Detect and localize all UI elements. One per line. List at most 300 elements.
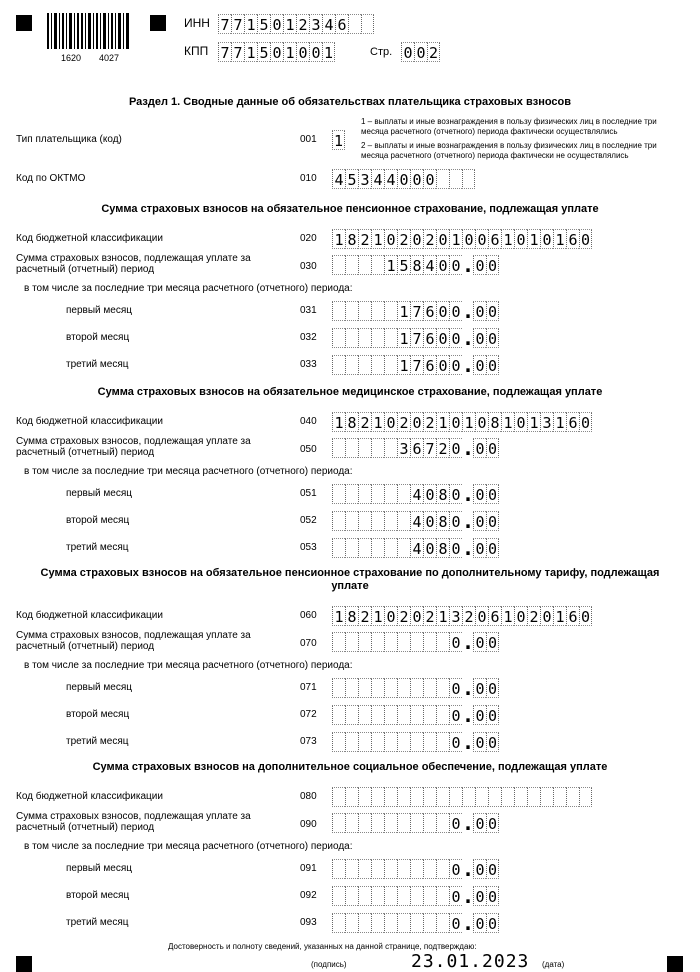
total-sum-field-digit-cell[interactable]: 4 [423, 255, 436, 275]
kbk-digit-cell[interactable]: 0 [410, 412, 423, 432]
month-sum-field-digit-cell[interactable] [345, 538, 358, 558]
kbk-digit-cell[interactable] [579, 787, 592, 807]
month-sum-field-digit-cell[interactable] [397, 913, 410, 933]
total-sum-field-digit-cell[interactable] [384, 632, 397, 652]
month-sum-field-digit-cell[interactable] [332, 859, 345, 879]
total-sum-field-digit-cell[interactable] [345, 632, 358, 652]
month-sum-field-decimal-cell[interactable]: 0 [473, 732, 486, 752]
month-sum-field-digit-cell[interactable] [384, 705, 397, 725]
total-sum-field-digit-cell[interactable]: 0 [436, 255, 449, 275]
kbk-digit-cell[interactable]: 0 [514, 229, 527, 249]
month-sum-field-digit-cell[interactable] [410, 913, 423, 933]
month-sum-field-digit-cell[interactable]: 0 [449, 678, 462, 698]
kbk-digit-cell[interactable]: 8 [488, 412, 501, 432]
total-sum-field-digit-cell[interactable]: 8 [410, 255, 423, 275]
total-sum-field-digit-cell[interactable] [358, 255, 371, 275]
kbk-digit-cell[interactable]: 1 [553, 606, 566, 626]
month-sum-field-digit-cell[interactable] [371, 913, 384, 933]
kpp-cell[interactable]: 5 [257, 42, 270, 62]
kbk-field[interactable] [332, 787, 592, 807]
kpp-cell[interactable]: 7 [231, 42, 244, 62]
kbk-digit-cell[interactable] [384, 787, 397, 807]
kbk-digit-cell[interactable] [488, 787, 501, 807]
kbk-digit-cell[interactable]: 6 [566, 412, 579, 432]
kbk-digit-cell[interactable]: 1 [462, 412, 475, 432]
total-sum-field[interactable] [332, 438, 499, 458]
month-sum-field-digit-cell[interactable] [345, 301, 358, 321]
month-sum-field-digit-cell[interactable] [384, 913, 397, 933]
inn-cell[interactable]: 3 [309, 14, 322, 34]
kpp-field[interactable] [218, 42, 335, 62]
month-sum-field-digit-cell[interactable] [332, 678, 345, 698]
month-sum-field-digit-cell[interactable] [332, 328, 345, 348]
month-sum-field[interactable] [332, 678, 499, 698]
month-sum-field-digit-cell[interactable] [410, 732, 423, 752]
total-sum-field-digit-cell[interactable]: 0 [449, 255, 462, 275]
total-sum-field-digit-cell[interactable] [345, 438, 358, 458]
kbk-digit-cell[interactable]: 0 [475, 412, 488, 432]
kbk-digit-cell[interactable]: 1 [332, 229, 345, 249]
month-sum-field-digit-cell[interactable] [423, 913, 436, 933]
month-sum-field-digit-cell[interactable]: 0 [449, 301, 462, 321]
inn-cell[interactable]: 6 [335, 14, 348, 34]
kbk-digit-cell[interactable]: 0 [449, 412, 462, 432]
month-sum-field-digit-cell[interactable]: 0 [449, 913, 462, 933]
month-sum-field-digit-cell[interactable] [397, 886, 410, 906]
total-sum-field-digit-cell[interactable] [397, 813, 410, 833]
kbk-digit-cell[interactable] [475, 787, 488, 807]
month-sum-field-digit-cell[interactable]: 0 [449, 859, 462, 879]
total-sum-field-digit-cell[interactable]: 7 [423, 438, 436, 458]
month-sum-field-digit-cell[interactable] [345, 511, 358, 531]
month-sum-field-digit-cell[interactable] [384, 538, 397, 558]
kbk-digit-cell[interactable]: 8 [345, 412, 358, 432]
month-sum-field-digit-cell[interactable] [358, 886, 371, 906]
month-sum-field-decimal-cell[interactable]: 0 [473, 913, 486, 933]
month-sum-field-digit-cell[interactable]: 4 [410, 484, 423, 504]
month-sum-field-digit-cell[interactable] [332, 538, 345, 558]
kbk-digit-cell[interactable]: 2 [397, 606, 410, 626]
kbk-digit-cell[interactable]: 1 [527, 229, 540, 249]
kbk-digit-cell[interactable]: 1 [436, 412, 449, 432]
month-sum-field[interactable] [332, 301, 499, 321]
kbk-digit-cell[interactable]: 6 [566, 229, 579, 249]
month-sum-field-digit-cell[interactable] [436, 678, 449, 698]
month-sum-field-decimal-cell[interactable]: 0 [473, 511, 486, 531]
kbk-digit-cell[interactable]: 0 [384, 606, 397, 626]
kbk-digit-cell[interactable]: 0 [580, 608, 591, 626]
month-sum-field-digit-cell[interactable] [345, 732, 358, 752]
oktmo-cell[interactable]: 5 [345, 169, 358, 189]
kbk-digit-cell[interactable]: 2 [397, 412, 410, 432]
kbk-digit-cell[interactable]: 3 [449, 606, 462, 626]
kbk-digit-cell[interactable] [371, 787, 384, 807]
oktmo-cell[interactable] [462, 169, 475, 189]
total-sum-field-digit-cell[interactable] [332, 438, 345, 458]
month-sum-field-digit-cell[interactable] [358, 484, 371, 504]
kbk-digit-cell[interactable]: 1 [449, 229, 462, 249]
month-sum-field-digit-cell[interactable] [397, 538, 410, 558]
month-sum-field-decimal-cell[interactable]: 0 [487, 915, 498, 933]
total-sum-field[interactable] [332, 632, 499, 652]
month-sum-field-digit-cell[interactable]: 0 [449, 328, 462, 348]
month-sum-field-digit-cell[interactable] [358, 301, 371, 321]
month-sum-field[interactable] [332, 705, 499, 725]
month-sum-field-digit-cell[interactable] [410, 859, 423, 879]
kbk-field[interactable] [332, 606, 592, 626]
month-sum-field-digit-cell[interactable] [332, 705, 345, 725]
inn-cell[interactable]: 1 [244, 14, 257, 34]
inn-cell[interactable]: 2 [296, 14, 309, 34]
kbk-digit-cell[interactable]: 1 [553, 412, 566, 432]
month-sum-field-digit-cell[interactable] [371, 732, 384, 752]
month-sum-field-digit-cell[interactable] [423, 678, 436, 698]
month-sum-field-digit-cell[interactable]: 0 [449, 484, 462, 504]
kbk-digit-cell[interactable]: 2 [358, 229, 371, 249]
month-sum-field-digit-cell[interactable] [371, 705, 384, 725]
total-sum-field-decimal-cell[interactable]: 0 [473, 813, 486, 833]
total-sum-field-digit-cell[interactable] [371, 632, 384, 652]
total-sum-field-digit-cell[interactable]: 6 [410, 438, 423, 458]
payer-type-cell[interactable]: 1 [333, 132, 344, 150]
month-sum-field-digit-cell[interactable]: 1 [397, 328, 410, 348]
kbk-digit-cell[interactable]: 6 [488, 229, 501, 249]
kpp-cell[interactable]: 0 [296, 42, 309, 62]
month-sum-field-digit-cell[interactable] [358, 328, 371, 348]
month-sum-field-digit-cell[interactable] [397, 678, 410, 698]
month-sum-field-digit-cell[interactable]: 6 [423, 355, 436, 375]
kbk-digit-cell[interactable]: 0 [580, 414, 591, 432]
month-sum-field-digit-cell[interactable] [345, 678, 358, 698]
month-sum-field-digit-cell[interactable] [384, 301, 397, 321]
month-sum-field-decimal-cell[interactable]: 0 [473, 355, 486, 375]
kbk-digit-cell[interactable]: 1 [436, 606, 449, 626]
kbk-digit-cell[interactable]: 0 [436, 229, 449, 249]
month-sum-field-digit-cell[interactable] [384, 328, 397, 348]
kbk-digit-cell[interactable] [423, 787, 436, 807]
kbk-digit-cell[interactable]: 0 [475, 229, 488, 249]
inn-cell[interactable]: 4 [322, 14, 335, 34]
month-sum-field-digit-cell[interactable] [358, 538, 371, 558]
month-sum-field-digit-cell[interactable] [358, 705, 371, 725]
month-sum-field-digit-cell[interactable] [332, 301, 345, 321]
month-sum-field-digit-cell[interactable] [345, 355, 358, 375]
total-sum-field-digit-cell[interactable] [332, 813, 345, 833]
month-sum-field-digit-cell[interactable] [423, 732, 436, 752]
month-sum-field-digit-cell[interactable] [410, 886, 423, 906]
total-sum-field-digit-cell[interactable]: 5 [397, 255, 410, 275]
total-sum-field-decimal-cell[interactable]: 0 [487, 634, 498, 652]
total-sum-field-digit-cell[interactable] [345, 813, 358, 833]
kbk-digit-cell[interactable]: 1 [371, 606, 384, 626]
kbk-digit-cell[interactable]: 1 [553, 229, 566, 249]
total-sum-field-digit-cell[interactable] [436, 632, 449, 652]
total-sum-field-digit-cell[interactable] [423, 632, 436, 652]
kbk-digit-cell[interactable] [449, 787, 462, 807]
kbk-field[interactable] [332, 412, 592, 432]
month-sum-field-digit-cell[interactable] [371, 484, 384, 504]
month-sum-field-digit-cell[interactable] [345, 913, 358, 933]
month-sum-field-digit-cell[interactable]: 0 [449, 732, 462, 752]
month-sum-field-digit-cell[interactable] [371, 301, 384, 321]
kbk-digit-cell[interactable]: 2 [423, 606, 436, 626]
total-sum-field-decimal-cell[interactable]: 0 [487, 257, 498, 275]
month-sum-field-digit-cell[interactable] [423, 705, 436, 725]
month-sum-field[interactable] [332, 732, 499, 752]
kbk-digit-cell[interactable]: 8 [345, 606, 358, 626]
month-sum-field-digit-cell[interactable]: 0 [423, 511, 436, 531]
inn-cell[interactable]: 1 [283, 14, 296, 34]
month-sum-field-digit-cell[interactable] [423, 859, 436, 879]
total-sum-field-digit-cell[interactable] [397, 632, 410, 652]
month-sum-field-digit-cell[interactable]: 7 [410, 328, 423, 348]
month-sum-field-digit-cell[interactable] [345, 328, 358, 348]
kbk-digit-cell[interactable]: 1 [371, 229, 384, 249]
month-sum-field-decimal-cell[interactable]: 0 [487, 540, 498, 558]
month-sum-field-decimal-cell[interactable]: 0 [487, 707, 498, 725]
month-sum-field-digit-cell[interactable]: 0 [449, 511, 462, 531]
total-sum-field-decimal-cell[interactable]: 0 [473, 632, 486, 652]
kbk-digit-cell[interactable]: 0 [410, 229, 423, 249]
payer-type-field[interactable] [332, 130, 345, 150]
month-sum-field-digit-cell[interactable] [384, 355, 397, 375]
month-sum-field-digit-cell[interactable] [358, 678, 371, 698]
total-sum-field-digit-cell[interactable] [410, 813, 423, 833]
month-sum-field-digit-cell[interactable] [384, 484, 397, 504]
month-sum-field-digit-cell[interactable]: 0 [423, 538, 436, 558]
kbk-digit-cell[interactable] [410, 787, 423, 807]
kbk-digit-cell[interactable]: 2 [462, 606, 475, 626]
month-sum-field-decimal-cell[interactable]: 0 [473, 678, 486, 698]
kpp-cell[interactable]: 0 [270, 42, 283, 62]
total-sum-field-digit-cell[interactable]: 0 [449, 438, 462, 458]
total-sum-field-digit-cell[interactable] [371, 438, 384, 458]
month-sum-field-digit-cell[interactable] [397, 732, 410, 752]
month-sum-field[interactable] [332, 859, 499, 879]
month-sum-field-digit-cell[interactable] [384, 886, 397, 906]
kbk-digit-cell[interactable]: 2 [527, 606, 540, 626]
kbk-digit-cell[interactable]: 0 [514, 412, 527, 432]
total-sum-field-digit-cell[interactable] [384, 813, 397, 833]
month-sum-field-digit-cell[interactable]: 8 [436, 484, 449, 504]
kbk-digit-cell[interactable] [462, 787, 475, 807]
month-sum-field-digit-cell[interactable] [332, 511, 345, 531]
total-sum-field[interactable] [332, 813, 499, 833]
page-number-field[interactable] [401, 42, 440, 62]
month-sum-field-digit-cell[interactable]: 0 [423, 484, 436, 504]
total-sum-field-digit-cell[interactable] [436, 813, 449, 833]
kbk-digit-cell[interactable]: 0 [540, 606, 553, 626]
month-sum-field-decimal-cell[interactable]: 0 [487, 734, 498, 752]
month-sum-field-decimal-cell[interactable]: 0 [473, 484, 486, 504]
month-sum-field-digit-cell[interactable] [410, 678, 423, 698]
month-sum-field-digit-cell[interactable] [332, 484, 345, 504]
oktmo-cell[interactable]: 0 [397, 169, 410, 189]
kbk-digit-cell[interactable] [436, 787, 449, 807]
kbk-digit-cell[interactable]: 3 [540, 412, 553, 432]
total-sum-field-digit-cell[interactable]: 0 [449, 632, 462, 652]
month-sum-field-decimal-cell[interactable]: 0 [487, 888, 498, 906]
month-sum-field[interactable] [332, 538, 499, 558]
month-sum-field-digit-cell[interactable]: 6 [423, 301, 436, 321]
page-cell[interactable]: 2 [428, 44, 439, 62]
month-sum-field-digit-cell[interactable] [358, 732, 371, 752]
month-sum-field-digit-cell[interactable]: 0 [449, 886, 462, 906]
month-sum-field-digit-cell[interactable] [345, 886, 358, 906]
month-sum-field-digit-cell[interactable]: 8 [436, 538, 449, 558]
month-sum-field-digit-cell[interactable] [397, 705, 410, 725]
month-sum-field-decimal-cell[interactable]: 0 [487, 680, 498, 698]
month-sum-field-digit-cell[interactable] [384, 859, 397, 879]
kbk-digit-cell[interactable]: 8 [345, 229, 358, 249]
month-sum-field-digit-cell[interactable] [397, 484, 410, 504]
kbk-digit-cell[interactable]: 2 [358, 412, 371, 432]
total-sum-field-digit-cell[interactable] [410, 632, 423, 652]
month-sum-field-decimal-cell[interactable]: 0 [487, 303, 498, 321]
total-sum-field-decimal-cell[interactable]: 0 [473, 255, 486, 275]
month-sum-field-digit-cell[interactable] [358, 859, 371, 879]
oktmo-cell[interactable]: 3 [358, 169, 371, 189]
kbk-digit-cell[interactable]: 0 [384, 229, 397, 249]
inn-cell[interactable] [348, 14, 361, 34]
inn-cell[interactable]: 5 [257, 14, 270, 34]
month-sum-field-digit-cell[interactable] [384, 511, 397, 531]
kbk-digit-cell[interactable]: 0 [540, 229, 553, 249]
total-sum-field-digit-cell[interactable] [345, 255, 358, 275]
kbk-digit-cell[interactable]: 1 [501, 412, 514, 432]
month-sum-field-decimal-cell[interactable]: 0 [487, 861, 498, 879]
total-sum-field-digit-cell[interactable] [332, 632, 345, 652]
kbk-digit-cell[interactable] [553, 787, 566, 807]
kbk-digit-cell[interactable]: 2 [423, 412, 436, 432]
total-sum-field-decimal-cell[interactable]: 0 [487, 440, 498, 458]
total-sum-field[interactable] [332, 255, 499, 275]
inn-cell[interactable]: 7 [218, 14, 231, 34]
month-sum-field-digit-cell[interactable] [332, 886, 345, 906]
total-sum-field-decimal-cell[interactable]: 0 [473, 438, 486, 458]
total-sum-field-digit-cell[interactable] [423, 813, 436, 833]
month-sum-field-digit-cell[interactable] [345, 859, 358, 879]
month-sum-field-decimal-cell[interactable]: 0 [487, 330, 498, 348]
kbk-digit-cell[interactable]: 0 [475, 606, 488, 626]
kbk-digit-cell[interactable] [540, 787, 553, 807]
total-sum-field-digit-cell[interactable] [358, 632, 371, 652]
month-sum-field-digit-cell[interactable] [371, 355, 384, 375]
month-sum-field-decimal-cell[interactable]: 0 [473, 886, 486, 906]
kpp-cell[interactable]: 1 [244, 42, 257, 62]
kbk-digit-cell[interactable]: 0 [514, 606, 527, 626]
total-sum-field-digit-cell[interactable] [358, 438, 371, 458]
date-value[interactable]: 23.01.2023 [411, 951, 530, 972]
kpp-cell[interactable]: 1 [323, 44, 334, 62]
oktmo-cell[interactable] [436, 169, 449, 189]
oktmo-cell[interactable]: 4 [371, 169, 384, 189]
kbk-digit-cell[interactable]: 0 [580, 231, 591, 249]
month-sum-field-digit-cell[interactable]: 8 [436, 511, 449, 531]
kbk-digit-cell[interactable] [514, 787, 527, 807]
month-sum-field-digit-cell[interactable] [371, 538, 384, 558]
month-sum-field-digit-cell[interactable] [371, 328, 384, 348]
month-sum-field-digit-cell[interactable] [436, 732, 449, 752]
oktmo-field[interactable] [332, 169, 475, 189]
month-sum-field-digit-cell[interactable] [332, 732, 345, 752]
oktmo-cell[interactable]: 0 [410, 169, 423, 189]
kbk-digit-cell[interactable] [566, 787, 579, 807]
kbk-digit-cell[interactable] [358, 787, 371, 807]
month-sum-field-digit-cell[interactable] [345, 484, 358, 504]
month-sum-field-digit-cell[interactable]: 7 [410, 355, 423, 375]
month-sum-field-digit-cell[interactable]: 1 [397, 301, 410, 321]
total-sum-field-digit-cell[interactable]: 0 [449, 813, 462, 833]
kbk-digit-cell[interactable]: 0 [410, 606, 423, 626]
month-sum-field-digit-cell[interactable] [436, 913, 449, 933]
kbk-digit-cell[interactable]: 1 [501, 229, 514, 249]
month-sum-field-digit-cell[interactable]: 0 [449, 538, 462, 558]
kbk-field[interactable] [332, 229, 592, 249]
kbk-digit-cell[interactable]: 1 [371, 412, 384, 432]
month-sum-field-decimal-cell[interactable]: 0 [473, 859, 486, 879]
month-sum-field-digit-cell[interactable] [397, 859, 410, 879]
month-sum-field-decimal-cell[interactable]: 0 [473, 538, 486, 558]
month-sum-field-digit-cell[interactable] [358, 913, 371, 933]
kbk-digit-cell[interactable]: 2 [423, 229, 436, 249]
month-sum-field-digit-cell[interactable]: 0 [436, 355, 449, 375]
total-sum-field-digit-cell[interactable] [371, 255, 384, 275]
month-sum-field[interactable] [332, 484, 499, 504]
total-sum-field-digit-cell[interactable] [358, 813, 371, 833]
month-sum-field-digit-cell[interactable]: 7 [410, 301, 423, 321]
month-sum-field-digit-cell[interactable] [436, 886, 449, 906]
kbk-digit-cell[interactable] [397, 787, 410, 807]
kbk-digit-cell[interactable]: 1 [527, 412, 540, 432]
month-sum-field-digit-cell[interactable]: 0 [436, 328, 449, 348]
month-sum-field-digit-cell[interactable]: 1 [397, 355, 410, 375]
month-sum-field[interactable] [332, 913, 499, 933]
kbk-digit-cell[interactable]: 0 [462, 229, 475, 249]
month-sum-field[interactable] [332, 328, 499, 348]
month-sum-field-digit-cell[interactable] [371, 678, 384, 698]
month-sum-field-digit-cell[interactable] [436, 859, 449, 879]
total-sum-field-digit-cell[interactable] [332, 255, 345, 275]
kbk-digit-cell[interactable]: 6 [566, 606, 579, 626]
month-sum-field-decimal-cell[interactable]: 0 [473, 301, 486, 321]
month-sum-field-digit-cell[interactable] [371, 859, 384, 879]
month-sum-field-digit-cell[interactable] [384, 732, 397, 752]
oktmo-cell[interactable]: 4 [332, 169, 345, 189]
month-sum-field-decimal-cell[interactable]: 0 [473, 328, 486, 348]
kbk-digit-cell[interactable]: 2 [358, 606, 371, 626]
month-sum-field-digit-cell[interactable] [410, 705, 423, 725]
month-sum-field-digit-cell[interactable] [384, 678, 397, 698]
month-sum-field-digit-cell[interactable]: 0 [449, 705, 462, 725]
month-sum-field-decimal-cell[interactable]: 0 [487, 357, 498, 375]
month-sum-field-digit-cell[interactable] [423, 886, 436, 906]
kbk-digit-cell[interactable] [527, 787, 540, 807]
page-cell[interactable]: 0 [414, 42, 427, 62]
month-sum-field[interactable] [332, 886, 499, 906]
kpp-cell[interactable]: 0 [309, 42, 322, 62]
total-sum-field-digit-cell[interactable]: 1 [384, 255, 397, 275]
kbk-digit-cell[interactable] [345, 787, 358, 807]
month-sum-field-digit-cell[interactable]: 6 [423, 328, 436, 348]
month-sum-field-digit-cell[interactable] [371, 511, 384, 531]
month-sum-field[interactable] [332, 355, 499, 375]
inn-cell[interactable]: 0 [270, 14, 283, 34]
kpp-cell[interactable]: 7 [218, 42, 231, 62]
total-sum-field-decimal-cell[interactable]: 0 [487, 815, 498, 833]
month-sum-field-digit-cell[interactable] [332, 355, 345, 375]
kbk-digit-cell[interactable] [501, 787, 514, 807]
